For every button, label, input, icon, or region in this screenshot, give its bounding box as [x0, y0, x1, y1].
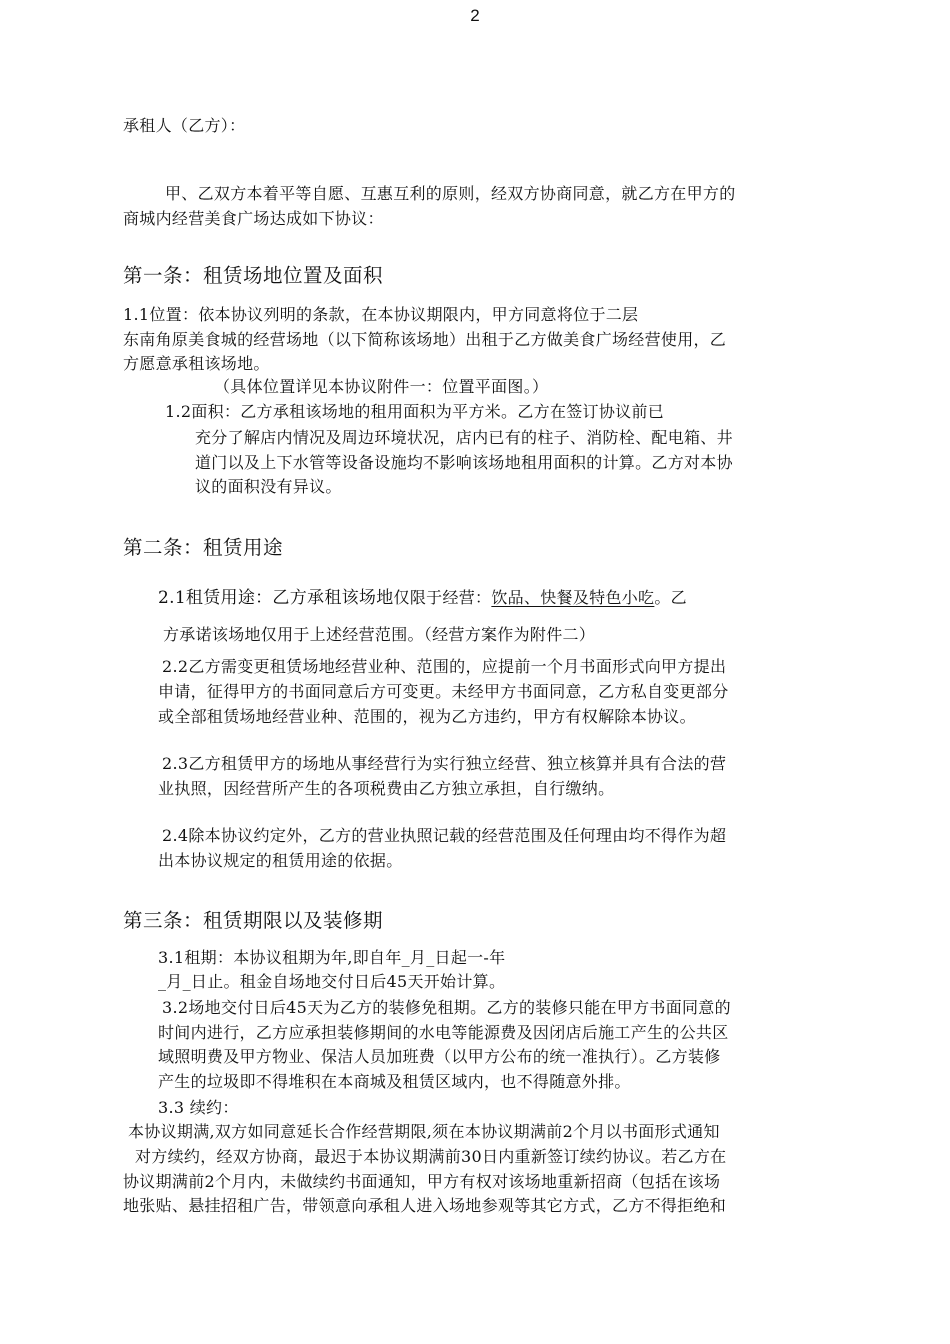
clause-3-2-line-2: 时间内进行，乙方应承担装修期间的水电等能源费及因闭店后施工产生的公共区 [158, 1023, 729, 1042]
clause-3-3-line-2: 对方续约，经双方协商，最迟于本协议期满前30日内重新签订续约协议。若乙方在 [135, 1147, 727, 1166]
clause-3-3-title: 3.3 续约： [158, 1098, 239, 1117]
clause-3-2-line-1: 3.2场地交付日后45天为乙方的装修免租期。乙方的装修只能在甲方书面同意的 [162, 998, 731, 1017]
clause-3-1-line-2: _月_日止。租金自场地交付日后45天开始计算。 [158, 972, 506, 991]
clause-2-3-line-1: 2.3乙方租赁甲方的场地从事经营行为实行独立经营、独立核算并具有合法的营 [162, 754, 727, 773]
clause-2-2-line-1: 2.2乙方需变更租赁场地经营业种、范围的，应提前一个月书面形式向甲方提出 [162, 657, 727, 676]
clause-2-2-line-3: 或全部租赁场地经营业种、范围的，视为乙方违约，甲方有权解除本协议。 [158, 707, 696, 726]
clause-1-2-line-4: 议的面积没有异议。 [195, 477, 342, 496]
clause-3-2-line-3: 域照明费及甲方物业、保洁人员加班费（以甲方公布的统一准执行）。乙方装修 [158, 1047, 721, 1066]
clause-1-2-line-2: 充分了解店内情况及周边环境状况，店内已有的柱子、消防栓、配电箱、井 [195, 428, 733, 447]
clause-2-2-line-2: 申请，征得甲方的书面同意后方可变更。未经甲方书面同意，乙方私自变更部分 [158, 682, 729, 701]
clause-1-2-line-1: 1.2面积：乙方承租该场地的租用面积为平方米。乙方在签订协议前已 [165, 402, 665, 421]
article-2-heading: 第二条：租赁用途 [123, 536, 284, 559]
clause-1-1-line-2: 东南角原美食城的经营场地（以下简称该场地）出租于乙方做美食广场经营使用，乙 [123, 330, 727, 349]
clause-1-1-line-3: 方愿意承租该场地。 [123, 354, 270, 373]
clause-3-3-line-1: 本协议期满,双方如同意延长合作经营期限,须在本协议期满前2个月以书面形式通知 [128, 1122, 720, 1141]
clause-1-1-note: （具体位置详见本协议附件一：位置平面图。） [214, 377, 549, 396]
clause-1-1-line-1: 1.1位置：依本协议列明的条款，在本协议期限内，甲方同意将位于二层 [123, 305, 639, 324]
clause-2-1-line-1 [158, 588, 687, 608]
clause-2-3-line-2: 业执照，因经营所产生的各项税费由乙方独立承担，自行缴纳。 [158, 779, 615, 798]
clause-2-4-line-1: 2.4除本协议约定外，乙方的营业执照记载的经营范围及任何理由均不得作为超 [162, 826, 727, 845]
clause-3-3-line-3: 协议期满前2个月内，未做续约书面通知，甲方有权对该场地重新招商（包括在该场 [123, 1172, 721, 1191]
clause-2-1-business-scope: 饮品、快餐及特色小吃 [491, 588, 655, 607]
clause-2-1-limit: 仅限于经营： [393, 588, 492, 607]
article-3-heading: 第三条：租赁期限以及装修期 [123, 909, 384, 932]
page-number: 2 [470, 6, 480, 25]
article-1-heading: 第一条：租赁场地位置及面积 [123, 264, 384, 287]
clause-2-4-line-2: 出本协议规定的租赁用途的依据。 [158, 851, 403, 870]
clause-1-2-line-3: 道门以及上下水管等设备设施均不影响该场地租用面积的计算。乙方对本协 [195, 453, 733, 472]
clause-3-1-line-1: 3.1租期：本协议租期为年,即自年_月_日起一-年 [158, 948, 506, 967]
clause-3-2-line-4: 产生的垃圾即不得堆积在本商城及租赁区域内，也不得随意外排。 [158, 1072, 631, 1091]
preamble-line-1: 甲、乙双方本着平等自愿、互惠互利的原则，经双方协商同意，就乙方在甲方的 [165, 184, 736, 203]
clause-2-1-prefix: 2.1租赁用途：乙方承租该场地 [158, 588, 394, 608]
clause-2-1-tail: 。乙 [654, 588, 687, 607]
clause-3-3-line-4: 地张贴、悬挂招租广告，带领意向承租人进入场地参观等其它方式，乙方不得拒绝和 [123, 1196, 727, 1215]
preamble-line-2: 商城内经营美食广场达成如下协议： [123, 209, 384, 228]
clause-2-1-line-2: 方承诺该场地仅用于上述经营范围。（经营方案作为附件二） [163, 625, 596, 644]
lessee-line: 承租人（乙方）： [123, 116, 246, 135]
